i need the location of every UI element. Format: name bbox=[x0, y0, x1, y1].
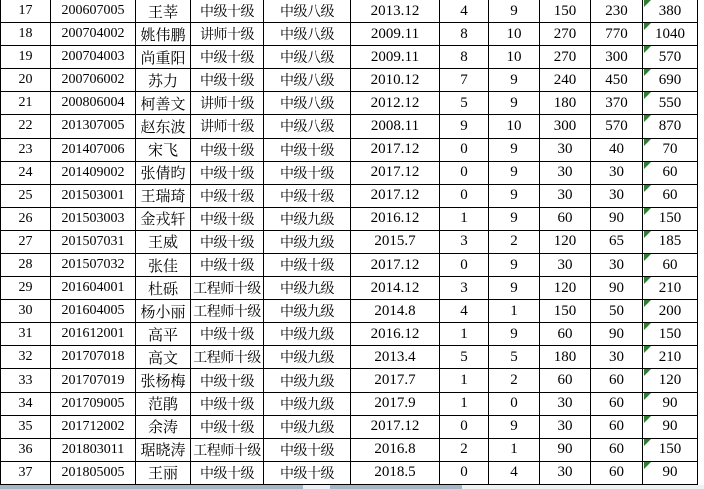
cell-row-number[interactable]: 36 bbox=[1, 438, 51, 461]
cell-date[interactable]: 2017.9 bbox=[351, 392, 440, 415]
cell-years-b[interactable]: 10 bbox=[489, 23, 540, 46]
cell-rank-level[interactable]: 中级八级 bbox=[264, 0, 351, 23]
cell-employee-id[interactable]: 201612001 bbox=[51, 323, 136, 346]
table-row bbox=[1, 369, 698, 392]
cell-years-a[interactable]: 0 bbox=[440, 184, 489, 207]
cell-amount-a[interactable]: 120 bbox=[540, 277, 591, 300]
cell-rank-level[interactable]: 中级十级 bbox=[264, 161, 351, 184]
cell-years-b[interactable]: 9 bbox=[489, 184, 540, 207]
cell-amount-a[interactable]: 60 bbox=[540, 369, 591, 392]
cell-total[interactable]: 90 bbox=[643, 461, 698, 484]
cell-employee-id[interactable]: 201709005 bbox=[51, 392, 136, 415]
cell-row-number[interactable]: 17 bbox=[1, 0, 51, 23]
cell-name[interactable]: 宋飞 bbox=[136, 138, 191, 161]
cell-amount-a[interactable]: 270 bbox=[540, 46, 591, 69]
cell-date[interactable]: 2017.12 bbox=[351, 415, 440, 438]
cell-amount-b[interactable]: 50 bbox=[591, 300, 643, 323]
cell-date[interactable]: 2014.8 bbox=[351, 300, 440, 323]
cell-employee-id[interactable]: 201604001 bbox=[51, 277, 136, 300]
cell-name[interactable]: 柯善文 bbox=[136, 92, 191, 115]
cell-row-number[interactable]: 34 bbox=[1, 392, 51, 415]
table-row bbox=[1, 415, 698, 438]
cell-years-b[interactable]: 10 bbox=[489, 46, 540, 69]
cell-years-a[interactable]: 9 bbox=[440, 115, 489, 138]
cell-amount-a[interactable]: 90 bbox=[540, 438, 591, 461]
cell-total[interactable]: 150 bbox=[643, 207, 698, 230]
cell-name[interactable]: 琚晓涛 bbox=[136, 438, 191, 461]
cell-amount-b[interactable]: 370 bbox=[591, 92, 643, 115]
cell-amount-b[interactable]: 90 bbox=[591, 323, 643, 346]
cell-total[interactable]: 60 bbox=[643, 254, 698, 277]
cell-rank-level[interactable]: 中级十级 bbox=[264, 184, 351, 207]
cell-rank-level[interactable]: 中级十级 bbox=[264, 438, 351, 461]
cell-name[interactable]: 王瑞琦 bbox=[136, 184, 191, 207]
cell-date[interactable]: 2017.12 bbox=[351, 161, 440, 184]
cell-total[interactable]: 90 bbox=[643, 415, 698, 438]
cell-years-a[interactable]: 0 bbox=[440, 461, 489, 484]
cell-total[interactable]: 70 bbox=[643, 138, 698, 161]
cell-amount-a[interactable]: 180 bbox=[540, 346, 591, 369]
table-row bbox=[1, 23, 698, 46]
cell-date[interactable]: 2017.12 bbox=[351, 138, 440, 161]
scrollbar-track-left[interactable] bbox=[0, 485, 303, 489]
cell-amount-a[interactable]: 300 bbox=[540, 115, 591, 138]
cell-rank-current[interactable]: 讲师十级 bbox=[191, 23, 264, 46]
table-row bbox=[1, 207, 698, 230]
cell-row-number[interactable]: 28 bbox=[1, 254, 51, 277]
cell-years-b[interactable]: 9 bbox=[489, 92, 540, 115]
cell-rank-current[interactable]: 中级十级 bbox=[191, 69, 264, 92]
cell-years-a[interactable]: 2 bbox=[440, 438, 489, 461]
cell-amount-a[interactable]: 30 bbox=[540, 461, 591, 484]
cell-amount-a[interactable]: 60 bbox=[540, 207, 591, 230]
cell-years-b[interactable]: 9 bbox=[489, 207, 540, 230]
cell-years-b[interactable]: 10 bbox=[489, 115, 540, 138]
cell-rank-level[interactable]: 中级十级 bbox=[264, 461, 351, 484]
cell-name[interactable]: 高文 bbox=[136, 346, 191, 369]
cell-total[interactable]: 150 bbox=[643, 323, 698, 346]
cell-amount-a[interactable]: 30 bbox=[540, 161, 591, 184]
cell-years-b[interactable]: 1 bbox=[489, 300, 540, 323]
cell-name[interactable]: 余涛 bbox=[136, 415, 191, 438]
cell-years-a[interactable]: 3 bbox=[440, 230, 489, 253]
cell-name[interactable]: 张杨梅 bbox=[136, 369, 191, 392]
cell-years-b[interactable]: 9 bbox=[489, 69, 540, 92]
cell-amount-a[interactable]: 30 bbox=[540, 254, 591, 277]
cell-amount-a[interactable]: 180 bbox=[540, 92, 591, 115]
cell-row-number[interactable]: 35 bbox=[1, 415, 51, 438]
cell-rank-current[interactable]: 中级十级 bbox=[191, 392, 264, 415]
cell-date[interactable]: 2015.7 bbox=[351, 230, 440, 253]
table-row bbox=[1, 254, 698, 277]
cell-rank-current[interactable]: 中级十级 bbox=[191, 46, 264, 69]
cell-rank-level[interactable]: 中级九级 bbox=[264, 415, 351, 438]
cell-rank-current[interactable]: 工程师十级 bbox=[191, 346, 264, 369]
cell-row-number[interactable]: 29 bbox=[1, 277, 51, 300]
cell-years-b[interactable]: 2 bbox=[489, 369, 540, 392]
cell-total[interactable]: 870 bbox=[643, 115, 698, 138]
cell-rank-level[interactable]: 中级九级 bbox=[264, 230, 351, 253]
cell-total[interactable]: 550 bbox=[643, 92, 698, 115]
cell-name[interactable]: 杜砾 bbox=[136, 277, 191, 300]
cell-years-b[interactable]: 9 bbox=[489, 415, 540, 438]
cell-row-number[interactable]: 31 bbox=[1, 323, 51, 346]
cell-name[interactable]: 赵东波 bbox=[136, 115, 191, 138]
cell-employee-id[interactable]: 201503001 bbox=[51, 184, 136, 207]
cell-amount-a[interactable]: 30 bbox=[540, 138, 591, 161]
cell-amount-b[interactable]: 60 bbox=[591, 369, 643, 392]
cell-employee-id[interactable]: 201307005 bbox=[51, 115, 136, 138]
cell-rank-current[interactable]: 中级十级 bbox=[191, 254, 264, 277]
cell-amount-b[interactable]: 300 bbox=[591, 46, 643, 69]
cell-amount-a[interactable]: 120 bbox=[540, 230, 591, 253]
cell-years-a[interactable]: 0 bbox=[440, 254, 489, 277]
cell-amount-b[interactable]: 60 bbox=[591, 415, 643, 438]
cell-amount-b[interactable]: 90 bbox=[591, 277, 643, 300]
cell-rank-level[interactable]: 中级十级 bbox=[264, 138, 351, 161]
cell-rank-current[interactable]: 中级十级 bbox=[191, 161, 264, 184]
cell-total[interactable]: 1040 bbox=[643, 23, 698, 46]
cell-total[interactable]: 210 bbox=[643, 277, 698, 300]
cell-employee-id[interactable]: 201712002 bbox=[51, 415, 136, 438]
cell-row-number[interactable]: 21 bbox=[1, 92, 51, 115]
cell-employee-id[interactable]: 201407006 bbox=[51, 138, 136, 161]
cell-amount-b[interactable]: 90 bbox=[591, 207, 643, 230]
cell-rank-level[interactable]: 中级九级 bbox=[264, 323, 351, 346]
cell-row-number[interactable]: 25 bbox=[1, 184, 51, 207]
cell-years-b[interactable]: 9 bbox=[489, 161, 540, 184]
table-row bbox=[1, 300, 698, 323]
cell-years-b[interactable]: 9 bbox=[489, 138, 540, 161]
table-row bbox=[1, 115, 698, 138]
cell-rank-level[interactable]: 中级九级 bbox=[264, 392, 351, 415]
cell-name[interactable]: 姚伟鹏 bbox=[136, 23, 191, 46]
cell-amount-b[interactable]: 65 bbox=[591, 230, 643, 253]
cell-amount-b[interactable]: 450 bbox=[591, 69, 643, 92]
cell-amount-a[interactable]: 30 bbox=[540, 415, 591, 438]
cell-total[interactable]: 690 bbox=[643, 69, 698, 92]
cell-years-a[interactable]: 8 bbox=[440, 46, 489, 69]
table-row bbox=[1, 138, 698, 161]
cell-amount-a[interactable]: 150 bbox=[540, 0, 591, 23]
cell-name[interactable]: 王莘 bbox=[136, 0, 191, 23]
cell-total[interactable]: 60 bbox=[643, 184, 698, 207]
cell-employee-id[interactable]: 201707018 bbox=[51, 346, 136, 369]
cell-years-b[interactable]: 2 bbox=[489, 230, 540, 253]
table-row bbox=[1, 323, 698, 346]
scrollbar-gap[interactable] bbox=[303, 485, 330, 489]
cell-employee-id[interactable]: 200704003 bbox=[51, 46, 136, 69]
cell-years-a[interactable]: 1 bbox=[440, 323, 489, 346]
table-row bbox=[1, 69, 698, 92]
cell-employee-id[interactable]: 201604005 bbox=[51, 300, 136, 323]
cell-employee-id[interactable]: 200704002 bbox=[51, 23, 136, 46]
cell-amount-b[interactable]: 60 bbox=[591, 392, 643, 415]
cell-date[interactable]: 2012.12 bbox=[351, 92, 440, 115]
cell-rank-current[interactable]: 讲师十级 bbox=[191, 92, 264, 115]
cell-years-b[interactable]: 9 bbox=[489, 277, 540, 300]
cell-years-a[interactable]: 0 bbox=[440, 161, 489, 184]
cell-amount-a[interactable]: 240 bbox=[540, 69, 591, 92]
cell-years-a[interactable]: 1 bbox=[440, 392, 489, 415]
cell-total[interactable]: 60 bbox=[643, 161, 698, 184]
scrollbar-track-mid[interactable] bbox=[330, 485, 462, 489]
cell-amount-b[interactable]: 30 bbox=[591, 254, 643, 277]
cell-rank-level[interactable]: 中级九级 bbox=[264, 369, 351, 392]
cell-total[interactable]: 90 bbox=[643, 392, 698, 415]
cell-rank-current[interactable]: 中级十级 bbox=[191, 138, 264, 161]
table-row bbox=[1, 0, 698, 23]
cell-employee-id[interactable]: 200607005 bbox=[51, 0, 136, 23]
table-row bbox=[1, 92, 698, 115]
cell-total[interactable]: 120 bbox=[643, 369, 698, 392]
cell-years-a[interactable]: 4 bbox=[440, 0, 489, 23]
cell-rank-level[interactable]: 中级九级 bbox=[264, 346, 351, 369]
cell-years-b[interactable]: 5 bbox=[489, 346, 540, 369]
cell-row-number[interactable]: 24 bbox=[1, 161, 51, 184]
cell-amount-b[interactable]: 30 bbox=[591, 346, 643, 369]
table-row bbox=[1, 461, 698, 484]
cell-rank-level[interactable]: 中级九级 bbox=[264, 277, 351, 300]
cell-years-a[interactable]: 1 bbox=[440, 369, 489, 392]
cell-total[interactable]: 200 bbox=[643, 300, 698, 323]
table-row bbox=[1, 230, 698, 253]
cell-rank-current[interactable]: 中级十级 bbox=[191, 184, 264, 207]
cell-amount-b[interactable]: 570 bbox=[591, 115, 643, 138]
cell-rank-level[interactable]: 中级九级 bbox=[264, 207, 351, 230]
cell-row-number[interactable]: 30 bbox=[1, 300, 51, 323]
cell-row-number[interactable]: 32 bbox=[1, 346, 51, 369]
cell-date[interactable]: 2016.12 bbox=[351, 207, 440, 230]
cell-rank-level[interactable]: 中级八级 bbox=[264, 69, 351, 92]
cell-years-b[interactable]: 9 bbox=[489, 254, 540, 277]
cell-years-a[interactable]: 4 bbox=[440, 300, 489, 323]
cell-rank-current[interactable]: 中级十级 bbox=[191, 207, 264, 230]
cell-date[interactable]: 2018.5 bbox=[351, 461, 440, 484]
cell-employee-id[interactable]: 201803011 bbox=[51, 438, 136, 461]
cell-name[interactable]: 杨小丽 bbox=[136, 300, 191, 323]
cell-rank-current[interactable]: 中级十级 bbox=[191, 369, 264, 392]
table-row bbox=[1, 46, 698, 69]
table-row bbox=[1, 184, 698, 207]
cell-employee-id[interactable]: 200706002 bbox=[51, 69, 136, 92]
cell-date[interactable]: 2013.12 bbox=[351, 0, 440, 23]
cell-date[interactable]: 2017.7 bbox=[351, 369, 440, 392]
cell-date[interactable]: 2017.12 bbox=[351, 254, 440, 277]
cell-total[interactable]: 210 bbox=[643, 346, 698, 369]
cell-name[interactable]: 苏力 bbox=[136, 69, 191, 92]
cell-name[interactable]: 张佳 bbox=[136, 254, 191, 277]
cell-row-number[interactable]: 22 bbox=[1, 115, 51, 138]
cell-employee-id[interactable]: 201409002 bbox=[51, 161, 136, 184]
cell-years-b[interactable]: 4 bbox=[489, 461, 540, 484]
cell-rank-current[interactable]: 工程师十级 bbox=[191, 277, 264, 300]
cell-row-number[interactable]: 19 bbox=[1, 46, 51, 69]
table-row bbox=[1, 161, 698, 184]
cell-rank-level[interactable]: 中级十级 bbox=[264, 254, 351, 277]
cell-rank-current[interactable]: 中级十级 bbox=[191, 230, 264, 253]
cell-years-b[interactable]: 1 bbox=[489, 438, 540, 461]
cell-years-b[interactable]: 9 bbox=[489, 323, 540, 346]
cell-date[interactable]: 2008.11 bbox=[351, 115, 440, 138]
cell-years-a[interactable]: 1 bbox=[440, 207, 489, 230]
table-row bbox=[1, 277, 698, 300]
cell-rank-current[interactable]: 工程师十级 bbox=[191, 438, 264, 461]
cell-years-a[interactable]: 0 bbox=[440, 415, 489, 438]
cell-years-a[interactable]: 7 bbox=[440, 69, 489, 92]
cell-amount-b[interactable]: 30 bbox=[591, 161, 643, 184]
cell-years-b[interactable]: 0 bbox=[489, 392, 540, 415]
cell-rank-level[interactable]: 中级八级 bbox=[264, 23, 351, 46]
horizontal-scrollbar[interactable] bbox=[0, 485, 704, 489]
cell-rank-level[interactable]: 中级八级 bbox=[264, 115, 351, 138]
cell-amount-b[interactable]: 230 bbox=[591, 0, 643, 23]
cell-name[interactable]: 王威 bbox=[136, 230, 191, 253]
cell-rank-current[interactable]: 中级十级 bbox=[191, 461, 264, 484]
cell-row-number[interactable]: 20 bbox=[1, 69, 51, 92]
cell-rank-current[interactable]: 中级十级 bbox=[191, 323, 264, 346]
cell-row-number[interactable]: 37 bbox=[1, 461, 51, 484]
cell-employee-id[interactable]: 201503003 bbox=[51, 207, 136, 230]
scrollbar-track-right[interactable] bbox=[462, 485, 704, 489]
cell-total[interactable]: 185 bbox=[643, 230, 698, 253]
cell-amount-a[interactable]: 30 bbox=[540, 392, 591, 415]
cell-years-a[interactable]: 5 bbox=[440, 346, 489, 369]
cell-years-a[interactable]: 8 bbox=[440, 23, 489, 46]
cell-amount-a[interactable]: 270 bbox=[540, 23, 591, 46]
cell-employee-id[interactable]: 201507031 bbox=[51, 230, 136, 253]
table-row bbox=[1, 346, 698, 369]
cell-date[interactable]: 2009.11 bbox=[351, 46, 440, 69]
cell-date[interactable]: 2016.12 bbox=[351, 323, 440, 346]
cell-rank-current[interactable]: 工程师十级 bbox=[191, 300, 264, 323]
cell-employee-id[interactable]: 201805005 bbox=[51, 461, 136, 484]
table-body bbox=[1, 0, 698, 485]
cell-row-number[interactable]: 23 bbox=[1, 138, 51, 161]
cell-row-number[interactable]: 33 bbox=[1, 369, 51, 392]
cell-date[interactable]: 2009.11 bbox=[351, 23, 440, 46]
cell-date[interactable]: 2014.12 bbox=[351, 277, 440, 300]
cell-amount-b[interactable]: 60 bbox=[591, 461, 643, 484]
cell-amount-a[interactable]: 150 bbox=[540, 300, 591, 323]
cell-name[interactable]: 王丽 bbox=[136, 461, 191, 484]
cell-years-b[interactable]: 9 bbox=[489, 0, 540, 23]
cell-years-a[interactable]: 0 bbox=[440, 138, 489, 161]
cell-total[interactable]: 150 bbox=[643, 438, 698, 461]
cell-employee-id[interactable]: 200806004 bbox=[51, 92, 136, 115]
cell-amount-b[interactable]: 40 bbox=[591, 138, 643, 161]
cell-rank-current[interactable]: 中级十级 bbox=[191, 415, 264, 438]
cell-amount-b[interactable]: 60 bbox=[591, 438, 643, 461]
cell-total[interactable]: 380 bbox=[643, 0, 698, 23]
cell-name[interactable]: 高平 bbox=[136, 323, 191, 346]
cell-years-a[interactable]: 3 bbox=[440, 277, 489, 300]
table-row bbox=[1, 392, 698, 415]
cell-amount-a[interactable]: 60 bbox=[540, 323, 591, 346]
cell-row-number[interactable]: 27 bbox=[1, 230, 51, 253]
cell-rank-current[interactable]: 讲师十级 bbox=[191, 115, 264, 138]
cell-date[interactable]: 2010.12 bbox=[351, 69, 440, 92]
cell-amount-a[interactable]: 30 bbox=[540, 184, 591, 207]
cell-name[interactable]: 范鹃 bbox=[136, 392, 191, 415]
cell-name[interactable]: 尚重阳 bbox=[136, 46, 191, 69]
cell-rank-level[interactable]: 中级八级 bbox=[264, 46, 351, 69]
cell-date[interactable]: 2013.4 bbox=[351, 346, 440, 369]
cell-row-number[interactable]: 18 bbox=[1, 23, 51, 46]
cell-date[interactable]: 2017.12 bbox=[351, 184, 440, 207]
cell-amount-b[interactable]: 30 bbox=[591, 184, 643, 207]
cell-rank-level[interactable]: 中级八级 bbox=[264, 92, 351, 115]
cell-total[interactable]: 570 bbox=[643, 46, 698, 69]
cell-employee-id[interactable]: 201507032 bbox=[51, 254, 136, 277]
cell-years-a[interactable]: 5 bbox=[440, 92, 489, 115]
cell-rank-current[interactable]: 中级十级 bbox=[191, 0, 264, 23]
cell-amount-b[interactable]: 770 bbox=[591, 23, 643, 46]
cell-row-number[interactable]: 26 bbox=[1, 207, 51, 230]
cell-employee-id[interactable]: 201707019 bbox=[51, 369, 136, 392]
cell-name[interactable]: 张倩昀 bbox=[136, 161, 191, 184]
cell-rank-level[interactable]: 中级九级 bbox=[264, 300, 351, 323]
cell-name[interactable]: 金戎轩 bbox=[136, 207, 191, 230]
table-row bbox=[1, 438, 698, 461]
cell-date[interactable]: 2016.8 bbox=[351, 438, 440, 461]
